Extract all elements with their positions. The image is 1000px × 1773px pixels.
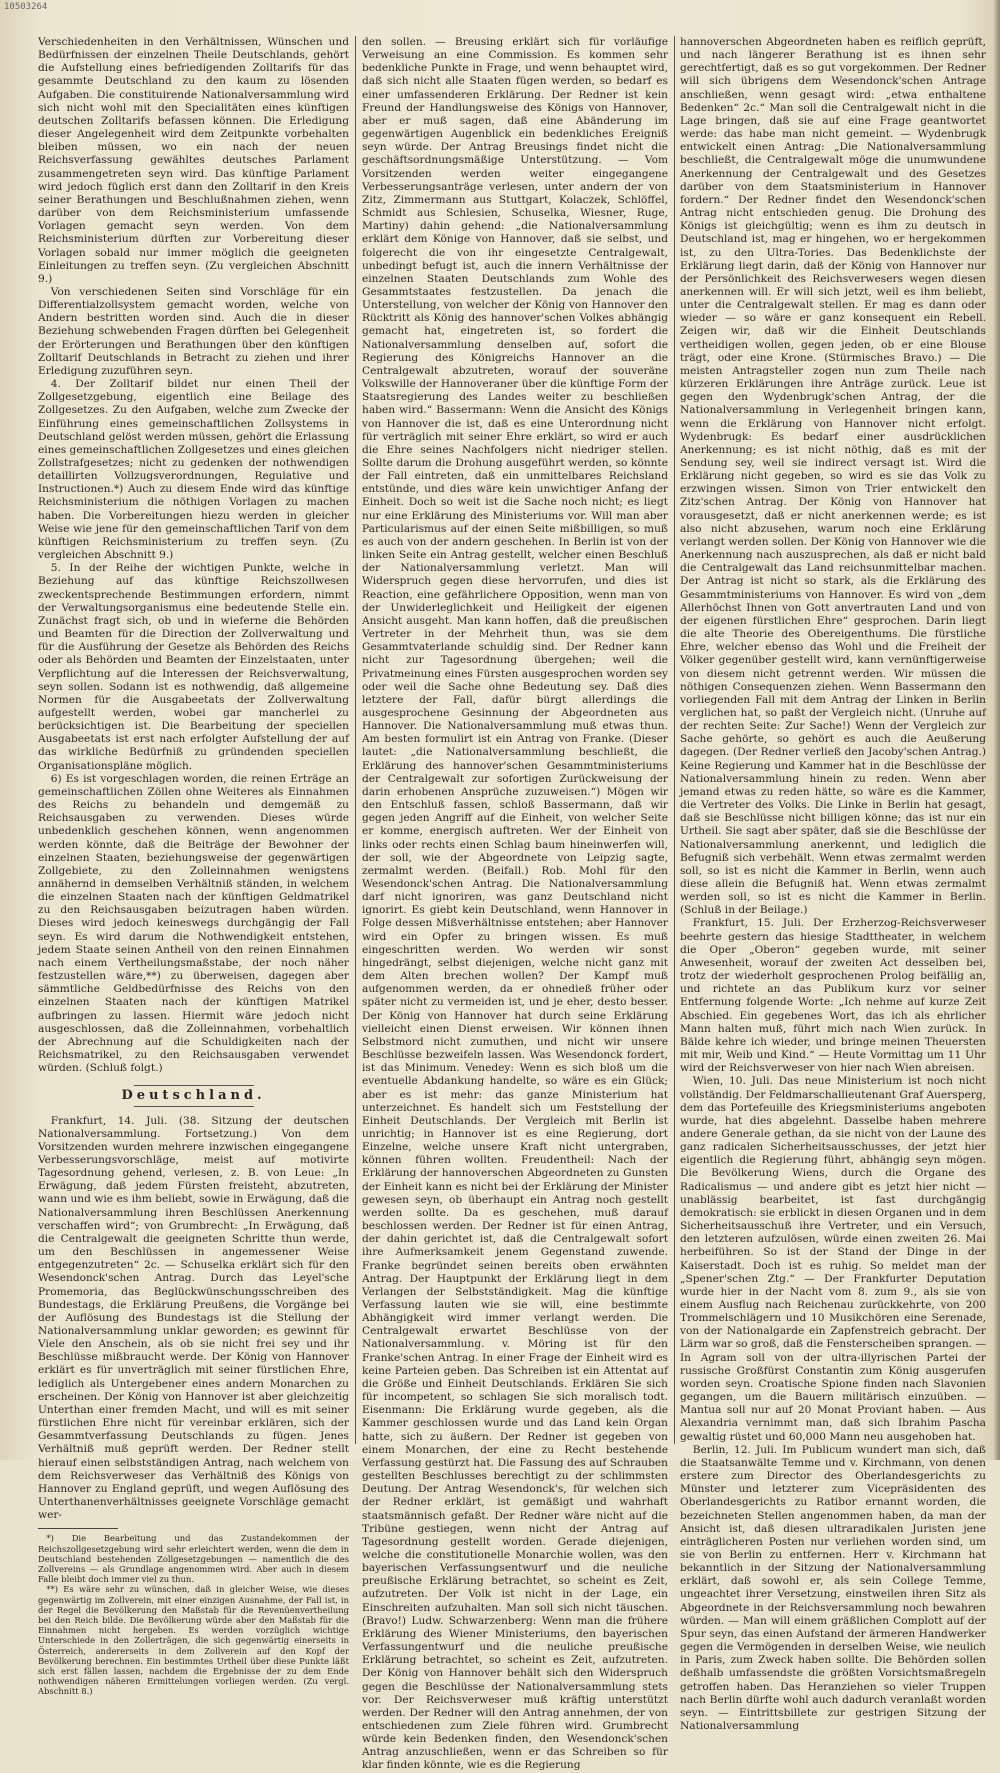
paragraph: Frankfurt, 14. Juli. (38. Sitzung der deutschen Nationalversammlung. Fortsetzung.) Von dem Vorsitzenden wurden mehrere inzwischen eingegangene Verbesserungsvorschläge, meist auf motivirte Tagesordnung gehend, verlesen, z. B. von Leue: „In Erwägung, daß jedem Fürsten freisteht, abzutreten, wann und wie es ihm beliebt, sowie in Erwägung, daß die Nationalversammlung ihren Beschlüssen Anerkennung verschaffen wird“; von Grumbrecht: „In Erwägung, daß die Centralgewalt die geeigneten Schritte thun werde, um den Beschlüssen in angemessener Weise entgegenzutreten“ 2c. — Schuselka erklärt sich für den Wesendonck'schen Antrag. Durch das Leyel'sche Promemoria, das Beglückwünschungsschreiben des Bundestags, die Erklärung Preußens, die Vorgänge bei der Auflösung des Bundestags ist die Stellung der Nationalversammlung unklar geworden; es gewinnt für Viele den Anschein, als ob sie nicht frei sey und ihr Beschlüsse mißbraucht werde. Der König von Hannover erklärt es für unverträglich mit seiner fürstlichen Ehre, lediglich als Untergebener eines andern Monarchen zu erscheinen. Der König von Hannover ist aber gleichzeitig Unterthan einer fremden Macht, und will es mit seiner fürstlichen Ehre nicht für vereinbar erklären, sich der Gesammtverfassung Deutschlands zu fügen. Jenes Verhältniß muß geprüft werden. Der Redner stellt hierauf einen selbstständigen Antrag, nach welchem von dem Reichsverweser das Verhältniß des Königs von Hannover zu England geprüft, und wegen Auflösung des Unterthanenverhältnisses geeignete Vorschläge gemacht wer- xyxy=(38,1114,349,1522)
paragraph: den sollen. — Breusing erklärt sich für vorläufige Verweisung an eine Commission. Es kommen sehr bedenkliche Punkte in Frage, und wenn behauptet wird, daß sich nicht alle Staaten fügen werden, so bedarf es einer umfassenderen Erklärung. Der Redner ist kein Freund der Handlungsweise des Königs von Hannover, aber er muß sagen, daß eine Abänderung im gegenwärtigen Augenblick ein bedenkliches Ereigniß seyn würde. Der Antrag Breusings findet nicht die geschäftsordnungsmäßige Unterstützung. — Vom Vorsitzenden werden weiter eingegangene Verbesserungsanträge verlesen, unter andern der von Zitz, Zimmermann aus Stuttgart, Kolaczek, Schlöffel, Schmidt aus Schlesien, Schuselka, Wiesner, Ruge, Martiny) dahin gehend: „die Nationalversammlung erklärt dem Könige von Hannover, daß sie selbst, und folgerecht die von ihr eingesetzte Centralgewalt, unbedingt befugt ist, auch die innern Verhältnisse der einzelnen Staaten Deutschlands zum Wohle des Gesammtstaates festzustellen. Da jenach die Unterstellung, von welcher der König von Hannover den Rücktritt als König des hannover'schen Volkes abhängig gemacht hat, eingetreten ist, so fordert die Nationalversammlung denselben auf, sofort die Regierung des Königreichs Hannover an die Centralgewalt abzutreten, worauf der souveräne Volkswille der Hannoveraner über die künftige Form der Staatsregierung des Landes weiter zu beschließen haben wird.“ Bassermann: Wenn die Ansicht des Königs von Hannover die ist, daß es eine Unterordnung nicht für verträglich mit seiner Ehre erklärt, so wird er auch die Ehre seines Nachfolgers nicht niedriger stellen. Sollte darum die Drohung ausgeführt werden, so könnte der Fall eintreten, daß ein unmittelbares Reichsland entstünde, und dies wäre kein unwichtiger Anfang der Einheit. Doch so weit ist die Sache noch nicht; es liegt nur eine Erklärung des Ministeriums vor. Will man aber Particularismus auf der einen Seite mißbilligen, so muß es auch von der andern geschehen. In Berlin ist von der linken Seite ein Antrag gestellt, welcher einen Beschluß der Nationalversammlung verletzt. Man will Widerspruch gegen diese hervorrufen, und dies ist Reaction, eine gefährlichere Opposition, wenn man von der Unwiderleglichkeit und Heiligkeit der eigenen Ansicht ausgeht. Man kann hoffen, daß die preußischen Vertreter in der Mehrheit thun, was sie dem Gesammtvaterlande schuldig sind. Der Redner kann nicht zur Tagesordnung übergehen; weil die Privatmeinung eines Fürsten ausgesprochen worden sey oder weil die Sache ohne Bedeutung sey. Daß dies letztere der Fall, dafür bürgt allerdings die ausgesprochene Gesinnung der Abgeordneten aus Hannover. Die Nationalversammlung muß etwas thun. Am besten formulirt ist ein Antrag von Franke. (Dieser lautet: „die Nationalversammlung beschließt, die Erklärung des hannover'schen Gesammtministeriums der Centralgewalt zur sofortigen Zurückweisung der darin erhobenen Ansprüche zuzuweisen.“) Mögen wir den Entschluß fassen, schloß Bassermann, daß wir gegen jeden Angriff auf die Einheit, von welcher Seite er komme, energisch auftreten. Wer der Einheit von links oder rechts einen Schlag baum hineinwerfen will, der soll, wie der Abgeordnete von Leipzig sagte, zermalmt werden. (Beifall.) Rob. Mohl für den Wesendonck'schen Antrag. Die Nationalversammlung darf nicht ignoriren, was ganz Deutschland nicht ignorirt. Es giebt kein Deutschland, wenn Hannover in Folge dessen Mißverhältnisse entstehen; aber Hannover wird ein Opfer zu bringen wissen. Es muß eingeschritten werden. Wo werden wir sonst hingedrängt, selbst diejenigen, welche nicht ganz mit dem Alten brechen wollen? Der Kampf muß aufgenommen werden, da er ohnedieß früher oder später nicht zu vermeiden ist, und je eher, desto besser. Der König von Hannover hat durch seine Erklärung vielleicht einen Dienst erweisen. Wir können ihnen Selbstmord nicht zumuthen, und nicht wir unsere Beschlüsse bezweifeln lassen. Was Wesendonck fordert, ist das Minimum. Venedey: Wenn es sich bloß um die eventuelle Abdankung handelte, so wäre es ein Glück; aber es ist mehr: das ganze Ministerium hat unterzeichnet. Es handelt sich um Feststellung der Einheit Deutschlands. Der Vergleich mit Berlin ist unrichtig; in Hannover ist es eine Regierung, dort Einzelne, welche unsere Kraft nicht untergraben, können führen wollten. Freudentheil: Nach der Erklärung der hannoverschen Abgeordneten zu Gunsten der Einheit kann es nicht bei der Erklärung der Minister gewesen seyn, ob überhaupt ein Antrag noch gestellt werden sollte. Da es geschehen, muß darauf beschlossen werden. Der Redner ist für einen Antrag, der dahin gerichtet ist, daß die Centralgewalt sofort ihre Aufmerksamkeit jenem Gegenstand zuwende. Franke begründet seinen bereits oben erwähnten Antrag. Der Hauptpunkt der Erklärung liegt in dem Verlangen der Selbstständigkeit. Mag die künftige Verfassung lauten wie sie will, eine bestimmte Abhängigkeit wird immer verlangt werden. Die Centralgewalt erwartet Beschlüsse von der Nationalversammlung. v. Möring ist für den Franke'schen Antrag. In einer Frage der Einheit wird es keine Parteien geben. Das Schreiben ist ein Attentat auf die Größe und Einheit Deutschlands. Erklären Sie sich für incompetent, so schlagen Sie sich moralisch todt. Eisenmann: Die Erklärung wurde gegeben, als die Kammer geschlossen wurde und das Land kein Organ hatte, sich zu äußern. Der Redner ist gegeben von einem Monarchen, der eine zu Recht bestehende Verfassung gestürzt hat. Die Fassung des auf Schrauben gestellten Beschlusses berechtigt zu der schlimmsten Deutung. Der Antrag Wesendonck's, für welchen sich der Redner erklärt, ist gemäßigt und wahrhaft staatsmännisch gefaßt. Der Redner wäre nicht auf die Tribüne gestiegen, wenn nicht der Antrag auf Tagesordnung gestellt worden. Gerade diejenigen, welche die constitutionelle Monarchie wollen, was den bayerischen Verfassungsentwurf und die neuliche preußische Erklärung betrachtet, so scheint es Zeit, aufzutreten. Der Volk ist nicht in der Lage, ein Einschreiten aufzuhalten. Man soll sich nicht täuschen. (Bravo!) Ludw. Schwarzenberg: Wenn man die frühere Erklärung des Wiener Ministeriums, den bayerischen Verfassungentwurf und die neuliche preußische Erklärung betrachtet, so scheint es Zeit, aufzutreten. Der König von Hannover behält sich den Widerspruch gegen die Beschlüsse der Nationalversammlung stets vor. Der Reichsverweser muß kräftig unterstützt werden. Der Redner will den Antrag annehmen, der von entschiedenen zum Ziele führen wird. Grumbrecht würde kein Bedenken finden, den Wesendonck'schen Antrag anzuschließen, wenn er das Schreiben so für klar finden könnte, wie es die Regierung xyxy=(362,36,668,1772)
paragraph: 5. In der Reihe der wichtigen Punkte, welche in Beziehung auf das künftige Reichszollwesen zweckentsprechende Bestimmungen erfordern, nimmt der Verwaltungsorganismus eine bedeutende Stelle ein. Zunächst fragt sich, ob und in wieferne die Behörden und Beamten für die Direction der Zollverwaltung und für die Ausführung der Gesetze als Behörden des Reichs oder als Behörden und Beamten der Einzelstaaten, unter Verpflichtung auf die Interessen der Reichsverwaltung, seyn sollen. Sodann ist es nothwendig, daß allgemeine Normen für die Ausgabeetats der Zollverwaltung aufgestellt werden, wobei gar mancherlei zu berücksichtigen ist. Die Bearbeitung der speciellen Ausgabeetats ist erst nach erfolgter Aufstellung der auf das wirkliche Bedürfniß zu gründenden speciellen Organisationspläne möglich. xyxy=(38,562,349,772)
column-1 xyxy=(38,36,350,1697)
paragraph: 6) Es ist vorgeschlagen worden, die reinen Erträge an gemeinschaftlichen Zöllen ohne Weiteres als Einnahmen des Reichs zu behandeln und demgemäß zu Reichsausgaben zu verwenden. Dieses würde unbedenklich geschehen können, wenn angenommen werden könnte, daß die Beiträge der Bewohner der einzelnen Staaten, beziehungsweise der gegenwärtigen Zollgebiete, zu den Zolleinnahmen wenigstens annähernd in demselben Verhältniß ständen, in welchem die einzelnen Staaten nach der künftigen Geldmatrikel zu den Reichsausgaben beizutragen haben würden. Dieses wird jedoch keineswegs durchgängig der Fall seyn. Es wird darum die Nothwendigkeit entstehen, jedem Staate seinen Antheil von den reinen Einnahmen nach einem Vertheilungsmaßstabe, der noch näher festzustellen wäre,**) zu überweisen, dagegen aber sämmtliche Geldbedürfnisse des Reichs von den einzelnen Staaten nach der künftigen Matrikel aufbringen zu lassen. Hiermit wäre jedoch nicht ausgeschlossen, daß die Zolleinnahmen, vorbehaltlich der Abrechnung auf die Schuldigkeiten nach der Reichsmatrikel, zu den Reichsausgaben verwendet würden. (Schluß folgt.) xyxy=(38,772,349,1075)
column-2 xyxy=(362,36,668,1772)
footnote-separator xyxy=(38,1528,118,1529)
paragraph: Von verschiedenen Seiten sind Vorschläge für ein Differentialzollsystem gemacht worden, welche von Andern bestritten worden sind. Auch die in dieser Beziehung schwebenden Fragen dürften bei Gelegenheit der Erörterungen und Berathungen über den künftigen Zolltarif Deutschlands in Betracht zu ziehen und ihrer Erledigung zuzuführen seyn. xyxy=(38,285,349,377)
paragraph: Verschiedenheiten in den Verhältnissen, Wünschen und Bedürfnissen der einzelnen Theile Deutschlands, gehört die Aufstellung eines befriedigenden Zolltarifs für das gesammte Deutschland zu den kaum zu lösenden Aufgaben. Die constituirende Nationalversammlung wird sich nicht wohl mit den Specialitäten eines künftigen deutschen Zolltarifs befassen können. Die Erledigung dieser Angelegenheit wird dem Zeitpunkte vorbehalten bleiben müssen, wo ein nach der neuen Reichsverfassung gewähltes deutsches Parlament zusammengetreten seyn wird. Das künftige Parlament wird jedoch füglich erst dann den Zolltarif in den Kreis seiner Berathungen und Beschlußnahmen ziehen, wenn darüber von dem Reichsministerium umfassende Vorlagen gemacht seyn werden. Von dem Reichsministerium dürften zur Vorbereitung dieser Vorlagen sobald nur immer möglich die geeigneten Einleitungen zu treffen seyn. (Zu vergleichen Abschnitt 9.) xyxy=(38,36,349,285)
paragraph: Berlin, 12. Juli. Im Publicum wundert man sich, daß die Staatsanwälte Temme und v. Kirchmann, von denen erstere zum Director des Oberlandesgerichts zu Münster und letzterer zum Vicepräsidenten des Oberlandesgerichts zu Ratibor ernannt worden, die bezeichneten Stellen angenommen haben, da man der Ansicht ist, daß diesen ultraradikalen Juristen jene einträglicheren Posten nur verliehen worden sind, um sie von Berlin zu entfernen. Herr v. Kirchmann hat bekanntlich in der Sitzung der Nationalversammlung erklärt, daß sowohl er, als sein College Temme, ungeachtet ihrer Versetzung, einstweilen ihren Sitz als Abgeordnete in der Reichsversammlung noch bewahren würden. — Man will einem gräßlichen Complott auf der Spur seyn, das einen Aufstand der ärmeren Handwerker gegen die Vermögenden in derselben Weise, wie neulich in Paris, zum Zweck haben sollte. Die Behörden sollen deßhalb umfassendste die größten Vorsichtsmaßregeln getroffen haben. Das Heranziehen so vieler Truppen nach Berlin dürfte wohl auch dadurch veranlaßt worden seyn. — Eintrittsbillete zur gestrigen Sitzung der Nationalversammlung xyxy=(680,1443,986,1732)
column-divider xyxy=(355,36,356,1444)
footnote: **) Es wäre sehr zu wünschen, daß in gleicher Weise, wie dieses gegenwärtig im Zollverein, mit einer einzigen Ausnahme, der Fall ist, in der Regel die Bevölkerung den Maßstab für die Revenüenvertheilung bei den Reich bilde. Die Bevölkerung würde aber den Maßstab für die Einnahmen nicht hergeben. Es werden vorzüglich wichtige Unterschiede in den Zollerträgen, die sich gegenwärtig einerseits in Österreich, andererseits in dem Zollverein auf den Kopf der Bevölkerung berechnen. Ein bestimmtes Urtheil über diese Punkte läßt sich erst fällen lassen, nachdem die Ergebnisse der zu dem Ende nothwendigen näheren Ermittelungen vorliegen werden. (Zu vergl. Abschnitt 8.) xyxy=(38,1584,349,1697)
binding-edge xyxy=(994,0,1000,1460)
paragraph: Frankfurt, 15. Juli. Der Erzherzog-Reichsverweser beehrte gestern das hiesige Stadttheater, in welchem die Oper „Oberon“ gegeben wurde, mit seiner Anwesenheit, worauf der zweiten Act desselben bei, trotz der wiederholt gesprochenen Prolog beifällig an, und richtete an das Publikum kurz vor seiner Entfernung folgende Worte: „Ich nehme auf kurze Zeit Abschied. Ein gegebenes Wort, das ich als ehrlicher Mann halten muß, führt mich nach Wien zurück. In Bälde kehre ich wieder, und bringe meinen Theuersten mit mir, Weib und Kind.“ — Heute Vormittag um 11 Uhr wird der Reichsverweser von hier nach Wien abreisen. xyxy=(680,917,986,1075)
section-heading: Deutschland. xyxy=(38,1085,349,1106)
paragraph: Wien, 10. Juli. Das neue Ministerium ist noch nicht vollständig. Der Feldmarschallieutenant Graf Auersperg, dem das Portefeuille des Kriegsministeriums angeboten wurde, hat dies abgelehnt. Dasselbe haben mehrere andere Generale gethan, da sie nicht von der Laune des ganz radicalen Sicherheitsausschusses, der jetzt hier eigentlich die Regierung führt, abhängig seyn mögen. Die Bevölkerung Wiens, durch die Organe des Radicalismus — und andere gibt es jetzt hier nicht — unablässig bearbeitet, ist fast durchgängig demokratisch: sie erblickt in diesen Organen und in dem Sicherheitsausschuß ihre Vertreter, und ein Versuch, den letzteren aufzulösen, würde einen zweiten 26. Mai herbeiführen. So ist der Stand der Dinge in der Kaiserstadt. Doch ist es ruhig. So meldet man der „Spener'schen Ztg.“ — Der Frankfurter Deputation wurde hier in der Nacht vom 8. zum 9., als sie von einem Ausflug nach Reichenau zurückkehrte, von 200 Trommelschlägern und 10 Musikchören eine Serenade, von der Nationalgarde ein Zapfenstreich gebracht. Der Lärm war so groß, daß die Fensterscheiben sprangen. — In Agram soll von der ultra-illyrischen Partei der russische Großfürst Constantin zum König ausgerufen worden seyn. Croatische Spione finden nach Slavonien gegangen, um die Bauern militärisch einzuüben. — Mantua soll nur auf 20 Monat Proviant haben. — Aus Alexandria vernimmt man, daß sich Ibrahim Pascha gewaltig rüstet und 60,000 Mann neu ausgehoben hat. xyxy=(680,1075,987,1443)
column-divider xyxy=(674,36,675,1444)
footnote: *) Die Bearbeitung und das Zustandekommen der Reichszollgesetzgebung wird sehr erleichtert werden, wenn die dem in Deutschland bestehenden Zollgesetzgebungen — namentlich die des Zollvereins — als Grundlage angenommen wird. Aber auch in diesem Falle bleibt doch immer viel zu thun. xyxy=(38,1533,349,1585)
paragraph: 4. Der Zolltarif bildet nur einen Theil der Zollgesetzgebung, eigentlich eine Beilage des Zollgesetzes. Zu den Aufgaben, welche zum Zwecke der Einführung eines gemeinschaftlichen Zollsystems in Deutschland gelöst werden müssen, gehört die Erlassung eines gemeinschaftlichen Zollgesetzes und eines gleichen Zollstrafgesetzes; nicht zu gedenken der nothwendigen detaillirten Vollzugsverordnungen, Regulative und Instructionen.*) Auch zu diesem Ende wird das künftige Reichsministerium die nöthigen Vorlagen zu machen haben. Die Vorbereitungen hiezu werden in gleicher Weise wie jene für den gemeinschaftlichen Tarif von dem künftigen Reichsministerium zu treffen seyn. (Zu vergleichen Abschnitt 9.) xyxy=(38,378,350,562)
paragraph: hannoverschen Abgeordneten haben es reiflich geprüft, und nach längerer Berathung ist es ihnen sehr gerechtfertigt, daß es so gut vorgekommen. Der Redner will sich übrigens dem Wesendonck'schen Antrage anschließen, wenn gesagt wird: „etwa enthaltene Bedenken“ 2c.“ Man soll die Centralgewalt nicht in die Lage bringen, daß sie auf eine Frage geantwortet werde: das habe man nicht gemeint. — Wydenbrugk entwickelt einen Antrag: „Die Nationalversammlung beschließt, die Centralgewalt möge die unumwundene Anerkennung der Centralgewalt und des Gesetzes darüber von dem Staatsministerium in Hannover fordern.“ Der Redner findet den Wesendonck'schen Antrag nicht entschieden genug. Die Drohung des Königs ist gleichgültig; wenn es ihm zu deutsch in Deutschland ist, mag er hingehen, wo er hergekommen ist, zu den Ultra-Tories. Das Bedenklichste der Erklärung liegt darin, daß der König von Hannover nur der Persönlichkeit des Reichsverwesers wegen diesen anerkennen will. Er will sich jetzt, weil es ihm beliebt, unter die Centralgewalt stellen. Er mag es dann oder wieder — so wäre er ganz konsequent ein Rebell. Zeigen wir, daß wir die Einheit Deutschlands vertheidigen wollen, gegen jeden, ob er eine Blouse trägt, oder eine Krone. (Stürmisches Bravo.) — Die meisten Antragsteller zogen nun zum Theile nach kürzeren Erklärungen ihre Anträge zurück. Leue ist gegen den Wydenbrugk'schen Antrag, der die Nationalversammlung in Verlegenheit bringen kann, wenn die Erklärung von Hannover nicht erfolgt. Wydenbrugk: Es bedarf einer ausdrücklichen Anerkennung; es ist nicht nöthig, daß es mit der Sendung sey, weil sie indirect versagt ist. Wird die Erklärung nicht gegeben, so wird es sie das Volk zu erzwingen wissen. Simon von Trier entwickelt den Zitz'schen Antrag. Der König von Hannover hat vorausgesetzt, daß er nicht anerkennen werde; es ist also nicht abzusehen, warum noch eine Erklärung verlangt werden sollen. Der König von Hannover wie die Anerkennung nach auszusprechen, als daß er nicht bald die Centralgewalt das Land reichsunmittelbar machen. Der Antrag ist nicht so stark, als die Erklärung des Gesammtministeriums von Hannover. Es wird von „dem Allerhöchst Ihnen von Gott anvertrauten Land und von der eigenen fürstlichen Ehre“ gesprochen. Darin liegt die alte Theorie des Obereigenthums. Die fürstliche Ehre, welcher ebenso das Wohl und die Freiheit der Völker gegenüber gestellt wird, kann vernünftigerweise von diesem nicht getrennt werden. Wir müssen die nöthigen Consequenzen ziehen. Wenn Bassermann den vorliegenden Fall mit dem Antrag der Linken in Berlin verglichen hat, so paßt der Vergleich nicht. (Unruhe auf der rechten Seite: Zur Sache!) Wenn der Vergleich zur Sache gehörte, so gehört es auch die Aeußerung dagegen. (Der Redner verließ den Jacoby'schen Antrag.) Keine Regierung und Kammer hat in die Beschlüsse der Nationalversammlung hinein zu reden. Wenn aber jemand etwas zu reden hätte, so wäre es die Kammer, die Vertreter des Volks. Die Linke in Berlin hat gesagt, daß sie Beschlüsse nicht billigen könne; das ist nur ein Urtheil. Sie sagt aber später, daß sie die Beschlüsse der Nationalversammlung anerkennt, und lediglich die Befugniß sich verbehält. Wenn etwas zermalmt werden soll, so ist es nicht die Kammer in Berlin, wenn auch diese allein die Befugniß hat. Wenn etwas zermalmt werden soll, so ist es nicht die Kammer in Berlin. (Schluß in der Beilage.) xyxy=(680,36,986,917)
column-3 xyxy=(680,36,987,1732)
page-id: 10503264 xyxy=(4,2,48,12)
